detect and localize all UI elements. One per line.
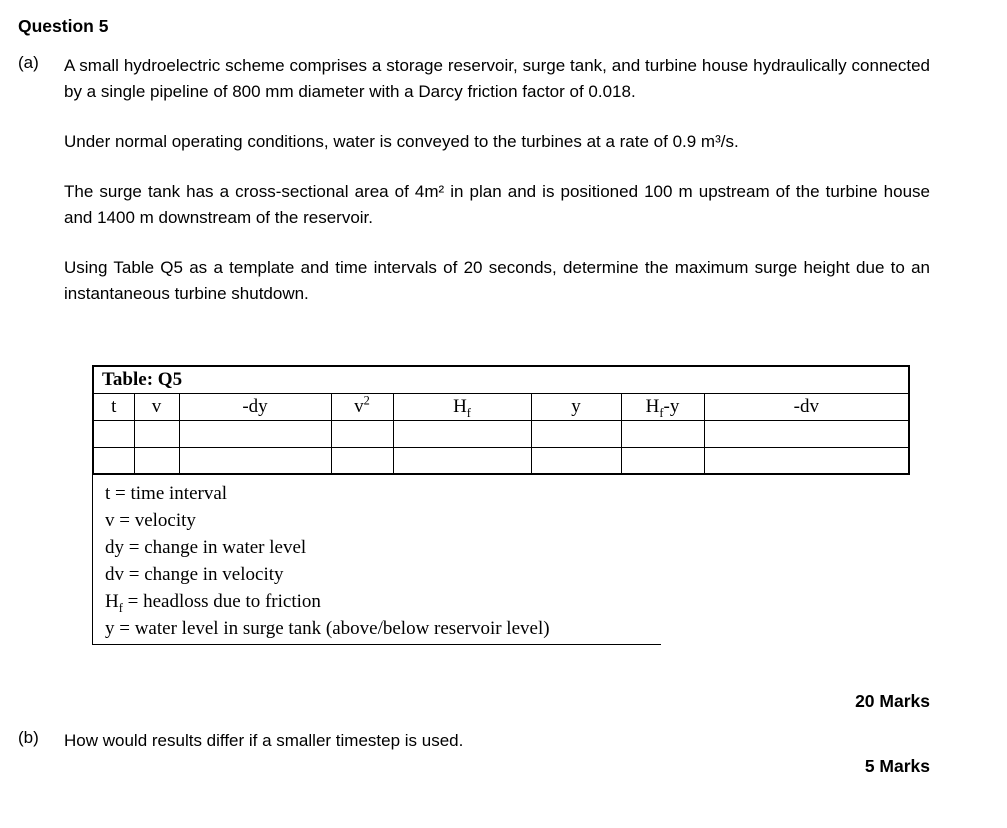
part-a-body xyxy=(64,53,930,645)
table-cell xyxy=(93,420,134,447)
part-b-marks: 5 Marks xyxy=(864,756,930,776)
table-cell xyxy=(331,447,393,474)
part-a xyxy=(18,53,930,645)
column-header-neg-dv: -dv xyxy=(704,393,909,420)
column-header-hf: $H_f$ xyxy=(393,393,531,420)
legend-y: y = water level in surge tank (above/below reservoir level) xyxy=(93,615,661,645)
column-header-t: t xyxy=(93,393,134,420)
table-cell xyxy=(704,420,909,447)
table-legend xyxy=(92,475,908,645)
table-cell xyxy=(393,447,531,474)
column-header-v-squared: $v^2$ xyxy=(331,393,393,420)
table-row-empty-2 xyxy=(93,447,909,474)
table-cell xyxy=(531,420,621,447)
paragraph-part-b: How would results differ if a smaller timestep is used. xyxy=(64,731,464,750)
table-cell xyxy=(179,447,331,474)
table-title-row xyxy=(93,366,909,393)
paragraph-surge-tank: The surge tank has a cross-sectional area of 4m² in plan and is positioned 100 m upstream of the turbine house and 1400 m downstream of the reservoir. xyxy=(64,182,930,227)
legend-hf: $H_f$ = headloss due to friction xyxy=(105,591,321,615)
table-cell xyxy=(134,420,179,447)
table-title: Table: Q5 xyxy=(93,366,909,393)
table-header-row xyxy=(93,393,909,420)
table-cell xyxy=(621,447,704,474)
paragraph-scheme-description: A small hydroelectric scheme comprises a storage reservoir, surge tank, and turbine house hydraulically connected by a single pipeline of 800 mm diameter with a Darcy friction factor of 0.018. xyxy=(64,56,930,101)
paragraph-task: Using Table Q5 as a template and time intervals of 20 seconds, determine the maximum surge height due to an instantaneous turbine shutdown. xyxy=(64,258,930,303)
table-cell xyxy=(531,447,621,474)
legend-v: v = velocity xyxy=(105,510,196,531)
column-header-y: y xyxy=(531,393,621,420)
table-cell xyxy=(621,420,704,447)
part-b-body xyxy=(64,728,930,754)
part-a-label: (a) xyxy=(18,53,39,72)
column-header-v: v xyxy=(134,393,179,420)
table-row-empty-1 xyxy=(93,420,909,447)
table-cell xyxy=(704,447,909,474)
column-header-hf-minus-y: $H_f-y$ xyxy=(621,393,704,420)
column-header-neg-dy: -dy xyxy=(179,393,331,420)
question-title: Question 5 xyxy=(18,16,109,36)
table-q5 xyxy=(92,365,910,475)
part-a-marks: 20 Marks xyxy=(855,691,930,711)
part-b-label: (b) xyxy=(18,728,39,747)
table-cell xyxy=(93,447,134,474)
legend-t: t = time interval xyxy=(105,483,228,504)
table-cell xyxy=(134,447,179,474)
table-cell xyxy=(179,420,331,447)
table-cell xyxy=(393,420,531,447)
part-b xyxy=(18,728,930,754)
table-cell xyxy=(331,420,393,447)
legend-dv: dv = change in velocity xyxy=(105,564,284,585)
paragraph-flow-rate: Under normal operating conditions, water is conveyed to the turbines at a rate of 0.9 m³/s. xyxy=(64,132,739,151)
legend-dy: dy = change in water level xyxy=(105,537,307,558)
